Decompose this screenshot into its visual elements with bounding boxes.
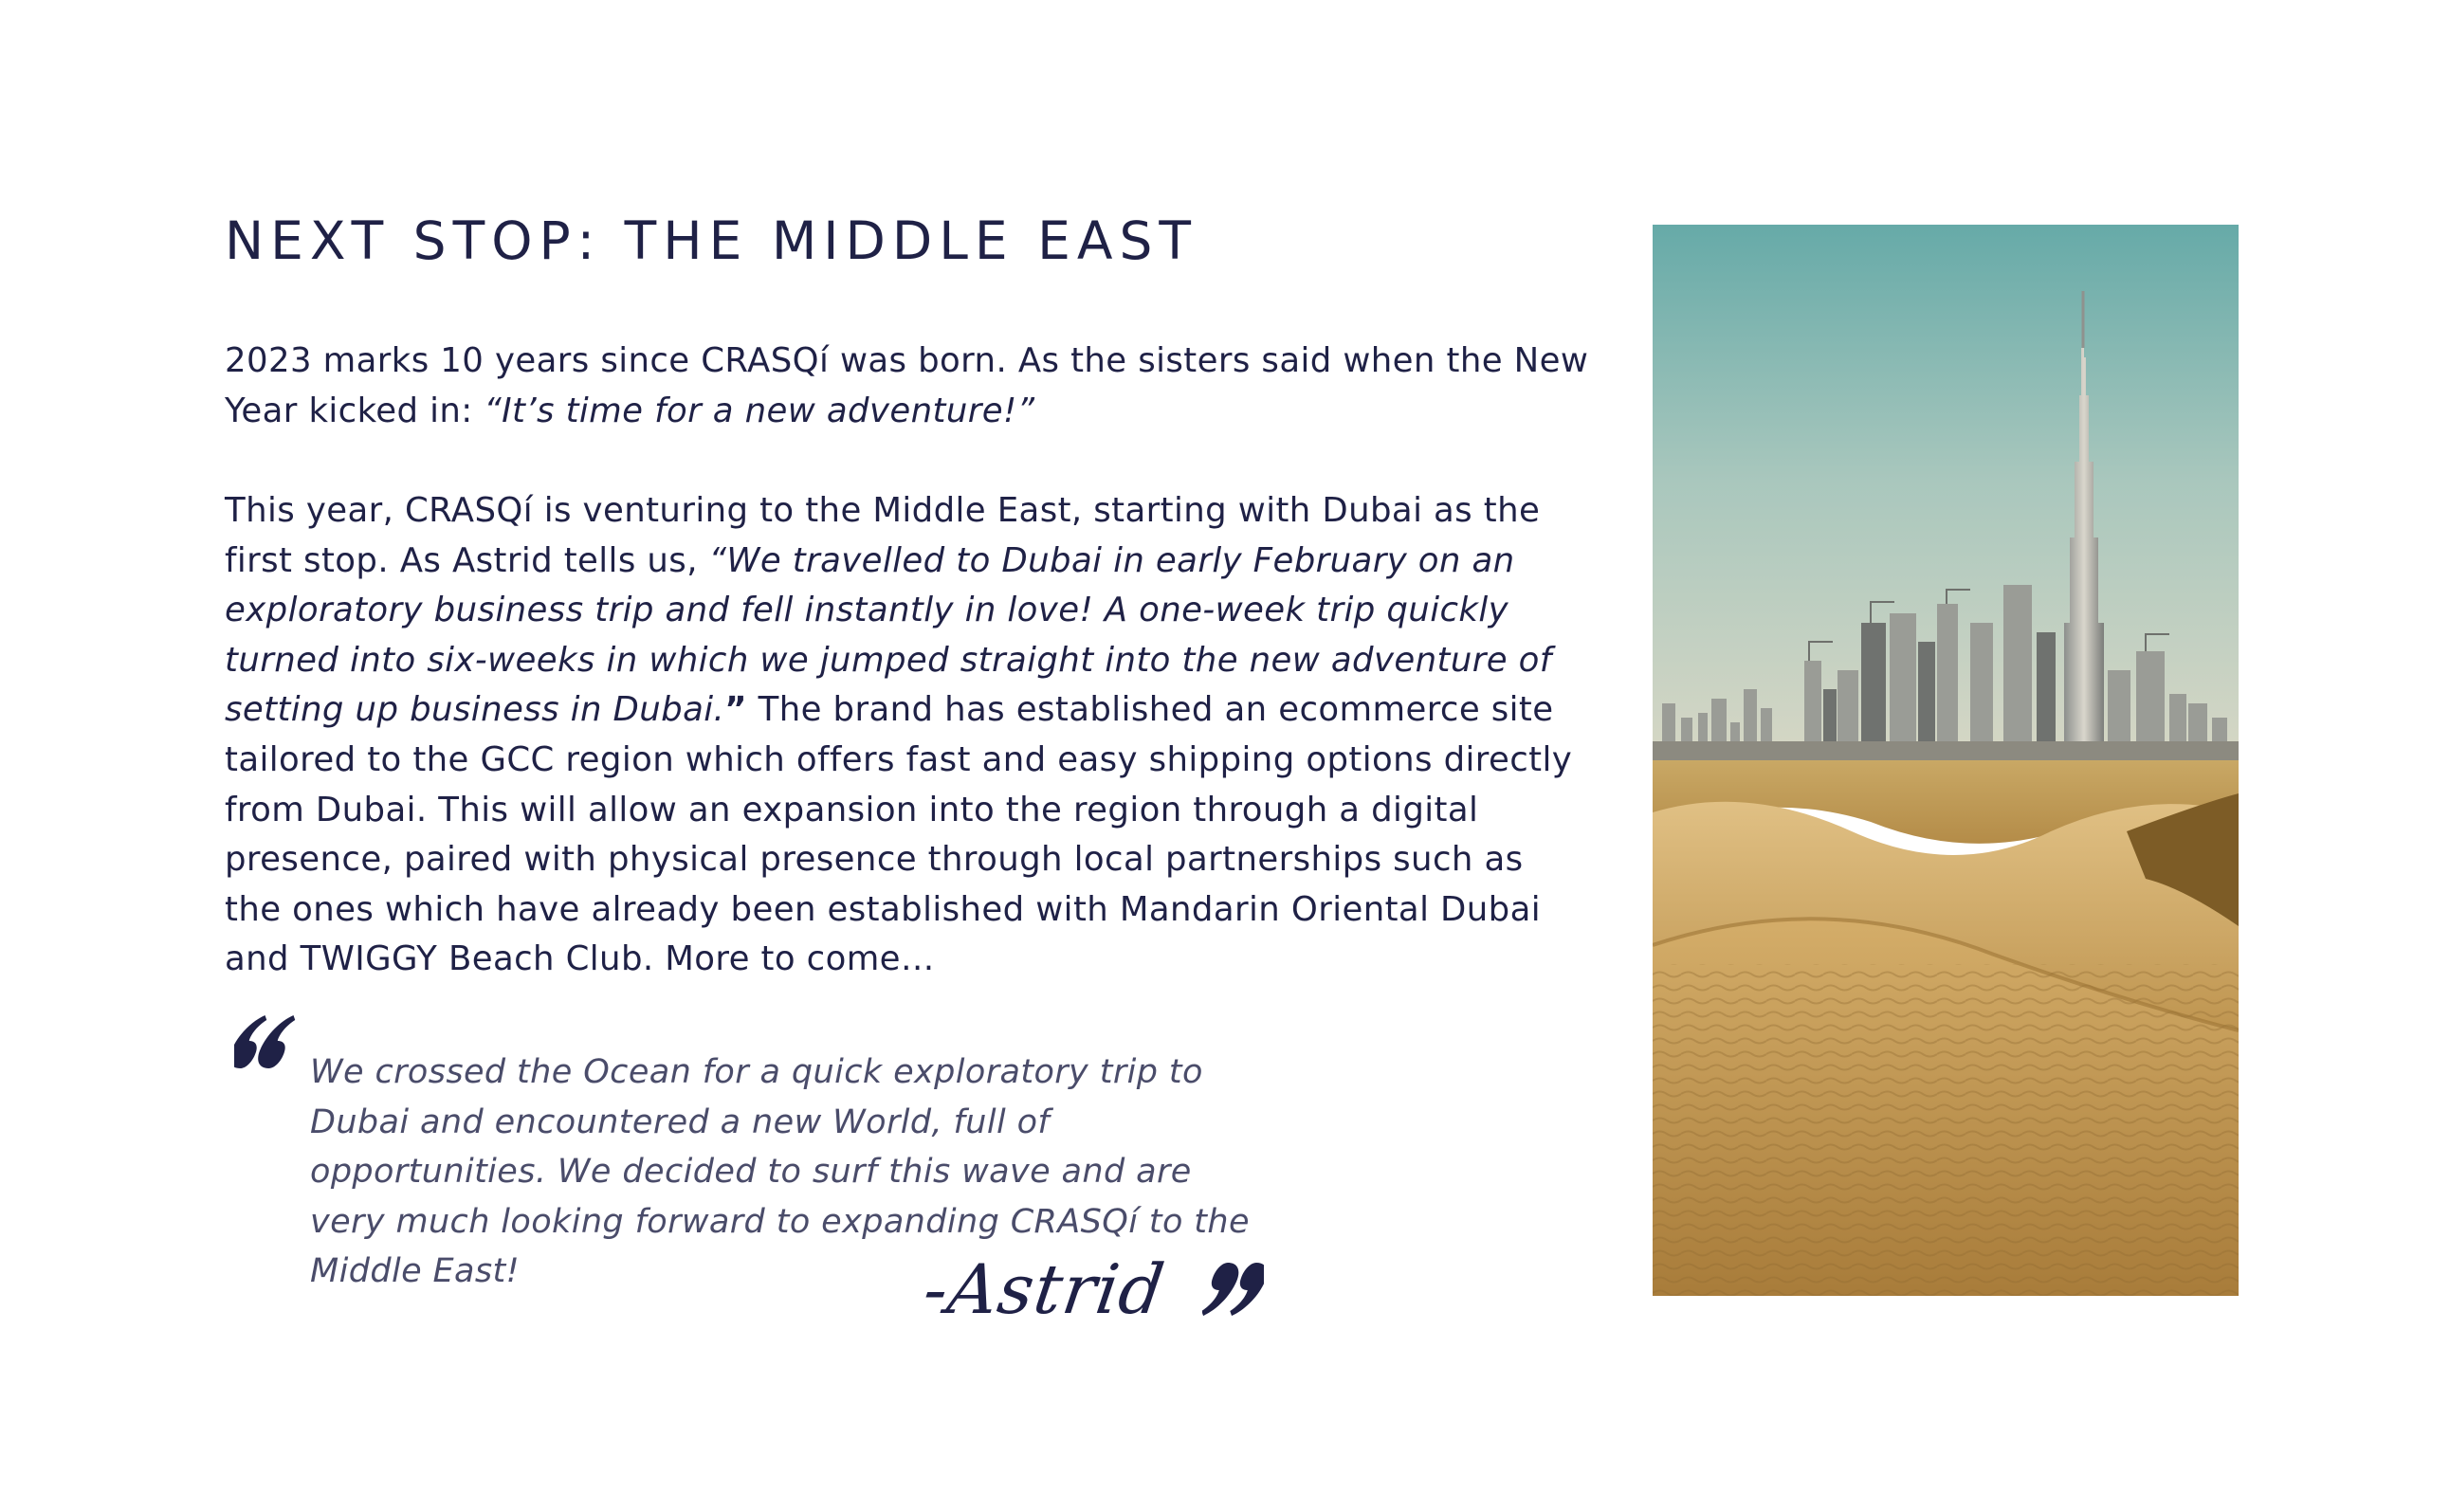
article-heading: NEXT STOP: THE MIDDLE EAST [225, 210, 1198, 271]
open-quote-icon [234, 1010, 296, 1076]
pull-quote-text: We crossed the Ocean for a quick exploratory trip to Dubai and encountered a new World, full of opportunities. We decided to surf this wave and are very much looking forward to expanding CRASQí to the Middle East! [310, 1053, 1250, 1291]
paragraph-main-rest: The brand has established an ecommerce site tailored to the GCC region which offers fast and easy shipping options directly from Dubai. This will allow an expansion into the region through a digital presence, paired with physical presence through local partnerships such as the ones which have already been established with Mandarin Oriental Dubai and TWIGGY Beach Club. More to come… [225, 690, 1573, 979]
paragraph-main-quote-close: ” [724, 690, 747, 730]
paragraph-intro [225, 337, 1590, 436]
paragraph-intro-text: 2023 marks 10 years since CRASQí was born. As the sisters said when the New Year kicked in: [225, 341, 1589, 430]
dubai-skyline-image [1653, 225, 2239, 1296]
close-quote-icon [1202, 1259, 1264, 1325]
paragraph-intro-quote: “It’s time for a new adventure!” [484, 391, 1035, 430]
paragraph-main [225, 486, 1590, 985]
paragraph-main-intro: This year, CRASQí is venturing to the Middle East, starting with Dubai as the first stop. As Astrid tells us, [225, 491, 1541, 580]
paragraph-main-quote: “We travelled to Dubai in early February on an exploratory business trip and fell instantly in love! A one-week trip quickly turned into six-weeks in which we jumped straight into the new adventure of setting up business in Dubai. [225, 540, 1552, 730]
dubai-desert-photo [1653, 225, 2239, 1296]
signature-astrid: -Astrid [919, 1249, 1170, 1329]
